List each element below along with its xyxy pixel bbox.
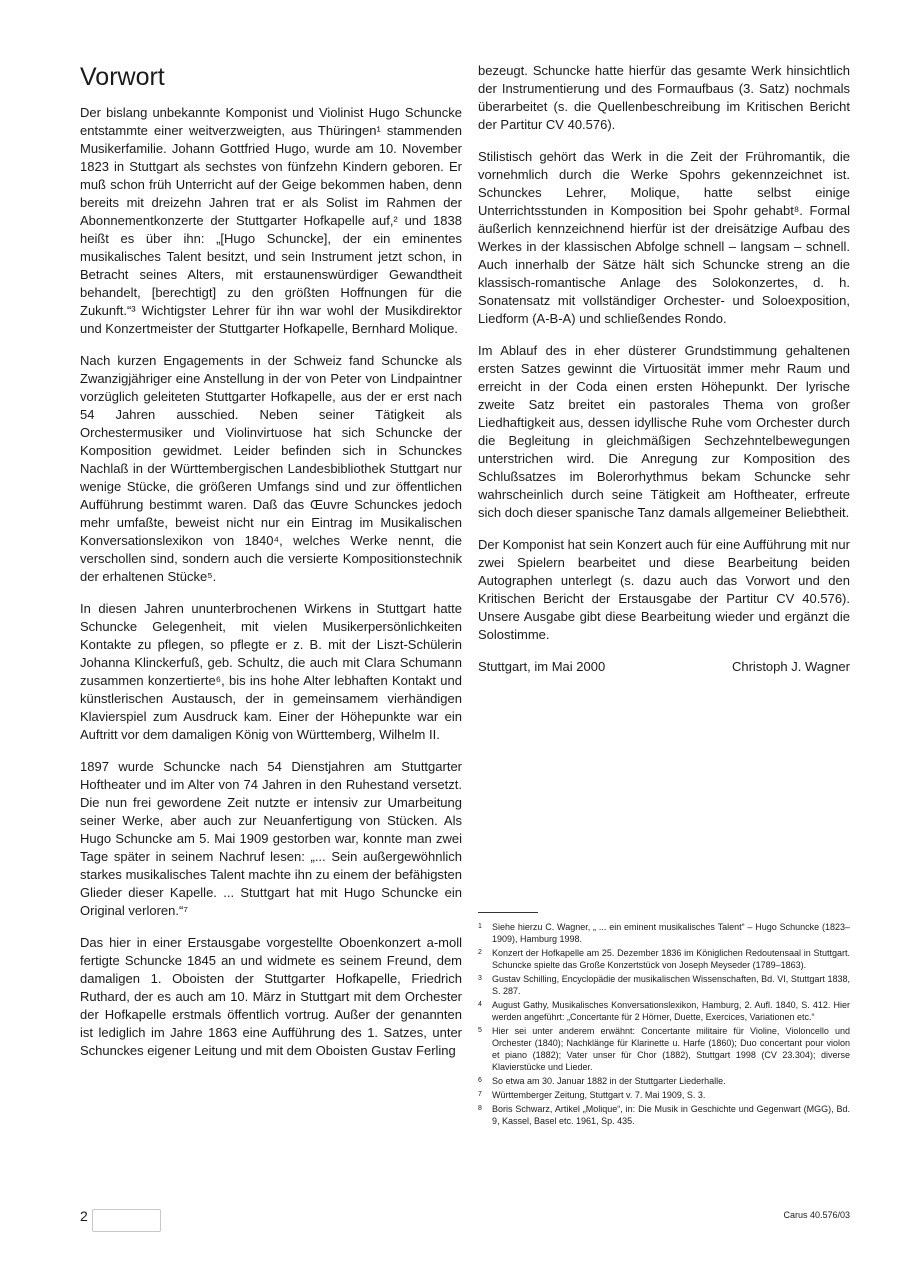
footnote-text: Konzert der Hofkapelle am 25. Dezember 1836 im Königlichen Redoutensaal in Stuttgart. Schuncke spielte das Große Konzertstück von Joseph Meyseder (1789–1863). <box>492 948 850 970</box>
footnote-divider <box>478 912 538 913</box>
page-number: 2 <box>80 1208 88 1224</box>
signature-line <box>478 658 850 676</box>
footnote <box>478 1089 850 1101</box>
paragraph: Der bislang unbekannte Komponist und Violinist Hugo Schuncke entstammte einer weitverzweigten, aus Thüringen¹ stammenden Musikerfamilie. Johann Gottfried Hugo, wurde am 10. November 1823 in Stuttgart als sechstes von fünfzehn Kindern geboren. Er muß schon früh Unterricht auf der Geige bekommen haben, denn bereits mit dreizehn Jahren trat er als Solist im Rahmen der Abonnementkonzerte der Stuttgarter Hofkapelle auf,² und 1838 heißt es über ihn: „[Hugo Schuncke], der ein eminentes musikalisches Talent besitzt, und sein Instrument jetzt schon, in Betracht seines Alters, mit erstaunenswürdiger Gewandtheit behandelt, [berechtigt] zu den größten Hoffnungen für die Zukunft.“³ Wichtigster Lehrer für ihn war wohl der Musikdirektor und Konzertmeister der Stuttgarter Hofkapelle, Bernhard Molique. <box>80 105 462 336</box>
footnote <box>478 1103 850 1127</box>
paragraph: In diesen Jahren ununterbrochenen Wirkens in Stuttgart hatte Schuncke Gelegenheit, mit vielen Musikerpersönlichkeiten Kontakte zu pflegen, so pflegte er z. B. mit der Liszt-Schülerin Johanna Klinckerfuß, geb. Schultz, die auch mit Clara Schumann zusammen konzertierte⁶, bis ins hohe Alter lebhaften Kontakt und künstlerischen Austausch, der in gemeinsamem vierhändigen Klavierspiel zum Ausdruck kam. Einer der Höhepunkte war ein Auftritt vor dem damaligen König von Württemberg, Wilhelm II. <box>80 601 462 742</box>
paragraph: Im Ablauf des in eher düsterer Grundstimmung gehaltenen ersten Satzes gewinnt die Virtuosität immer mehr Raum und erreicht in der Coda einen ersten Höhepunkt. Der lyrische zweite Satz breitet ein pastorales Thema von großer Liedhaftigkeit aus, dessen idyllische Ruhe vom Orchester durch die Begleitung in gleichmäßigen Sechzehntelbewegungen unterstrichen wird. Die Anregung zur Komposition des Schlußsatzes im Bolerorhythmus bekam Schuncke sehr wahrscheinlich durch seine Tätigkeit am Hoftheater, erfreute sich doch dieser spanische Tanz damals allgemeiner Beliebtheit. <box>478 343 850 520</box>
paragraph: bezeugt. Schuncke hatte hierfür das gesamte Werk hinsichtlich der Instrumentierung und des Formaufbaus (3. Satz) nochmals überarbeitet (s. die Quellenbeschreibung im Kritischen Bericht der Partitur CV 40.576). <box>478 63 850 132</box>
author-name: Christoph J. Wagner <box>731 659 850 674</box>
footnote <box>478 973 850 997</box>
footnote-number: 8 <box>478 1105 482 1112</box>
footnote-text: Boris Schwarz, Artikel „Molique“, in: Die Musik in Geschichte und Gegenwart (MGG), Bd. 9, Kassel, Basel etc. 1961, Sp. 435. <box>492 1104 850 1126</box>
footnote-number: 1 <box>478 923 482 930</box>
footnote-text: Württemberger Zeitung, Stuttgart v. 7. Mai 1909, S. 3. <box>492 1090 706 1100</box>
catalog-number: Carus 40.576/03 <box>783 1210 850 1220</box>
left-column <box>80 62 462 1074</box>
footnote <box>478 1025 850 1073</box>
paragraph: Nach kurzen Engagements in der Schweiz fand Schuncke als Zwanzigjähriger eine Anstellung in der von Peter von Lindpaintner vorzüglich geleiteten Stuttgarter Hofkapelle, aus der er erst nach 54 Jahren ausschied. Neben seiner Tätigkeit als Orchestermusiker und Violinvirtuose hat sich Schuncke der Komposition gewidmet. Leider befinden sich in Schunckes Nachlaß in der Württembergischen Landesbibliothek Stuttgart nur wenige Stücke, die größeren Umfangs sind und zur öffentlichen Aufführung bestimmt waren. Daß das Œuvre Schunckes jedoch mehr umfaßte, beweist nicht nur ein Eintrag im Musikalischen Konversationslexikon von 1840⁴, welches Werke nennt, die verschollen sind, sondern auch die versierte Kompositionstechnik der erhaltenen Stücke⁵. <box>80 353 462 584</box>
page-title: Vorwort <box>80 63 165 91</box>
footnote <box>478 1075 850 1087</box>
footnote-number: 6 <box>478 1077 482 1084</box>
page-number-field[interactable] <box>92 1209 161 1232</box>
footnote-text: Hier sei unter anderem erwähnt: Concertante militaire für Violine, Violoncello und Orchester (1840); Nachklänge für Klarinette u. Harfe (1860); Duo concertant pour violon et piano (1882); Vater unser für Chor (1882), Stuttgart 1998 (CV 23.304); diverse Klavierstücke und Lieder. <box>492 1026 850 1072</box>
footnotes <box>478 912 850 1129</box>
paragraph: Der Komponist hat sein Konzert auch für eine Aufführung mit nur zwei Spielern bearbeitet und diese Bearbeitung beiden Autographen unterlegt (s. dazu auch das Vorwort und den Kritischen Bericht der Erstausgabe der Partitur CV 40.576). Unsere Ausgabe gibt diese Bearbeitung wieder und ergänzt die Solostimme. <box>478 537 850 642</box>
footnote-text: Gustav Schilling, Encyclopädie der musikalischen Wissenschaften, Bd. VI, Stuttgart 1838, S. 287. <box>492 974 850 996</box>
footnote-number: 7 <box>478 1091 482 1098</box>
footnote-text: August Gathy, Musikalisches Konversationslexikon, Hamburg, 2. Aufl. 1840, S. 412. Hier werden angeführt: „Concertante für 2 Hörner, Duette, Exercices, Variationen etc.“ <box>492 1000 850 1022</box>
paragraph: 1897 wurde Schuncke nach 54 Dienstjahren am Stuttgarter Hoftheater und im Alter von 74 Jahren in den Ruhestand versetzt. Die nun frei gewordene Zeit nutzte er intensiv zur Umarbeitung seiner Werke, aber auch zur Neuanfertigung von Stücken. Als Hugo Schuncke am 5. Mai 1909 gestorben war, konnte man zwei Tage später in seinem Nachruf lesen: „... Sein außergewöhnlich starkes musikalisches Talent machte ihn zu einem der befähigsten Glieder dieser Kapelle. ... Stuttgart hat mit Hugo Schuncke ein Original verloren.“⁷ <box>80 759 462 918</box>
footnote <box>478 947 850 971</box>
paragraph: Stilistisch gehört das Werk in die Zeit der Frühromantik, die vornehmlich durch die Werke Spohrs gekennzeichnet ist. Schunckes Lehrer, Molique, hatte selbst einige Unterrichtsstunden in Komposition bei Spohr gehabt⁸. Formal äußerlich kennzeichnend hierfür ist der dreisätzige Aufbau des Werkes in der klassischen Abfolge schnell – langsam – schnell. Auch innerhalb der Sätze hält sich Schuncke streng an die klassisch-romantische Anlage des Solokonzertes, d. h. Sonatensatz mit vollständiger Orchester- und Soloexposition, Liedform (A-B-A) und schließendes Rondo. <box>478 149 850 326</box>
place-date: Stuttgart, im Mai 2000 <box>478 659 606 674</box>
footnote-number: 3 <box>478 975 482 982</box>
footnote-number: 2 <box>478 949 482 956</box>
footnote-number: 4 <box>478 1001 482 1008</box>
footnote-text: So etwa am 30. Januar 1882 in der Stuttgarter Liederhalle. <box>492 1076 726 1086</box>
footnote <box>478 921 850 945</box>
footnote <box>478 999 850 1023</box>
paragraph: Das hier in einer Erstausgabe vorgestellte Oboenkonzert a-moll fertigte Schuncke 1845 an und widmete es seinem Freund, dem damaligen 1. Oboisten der Stuttgarter Hofkapelle, Friedrich Ruthard, der es auch am 10. März in Stuttgart mit dem Orchester der Hofkapelle erstmals öffentlich vortrug. Außer der genannten ist lediglich im Jahre 1863 eine Aufführung des 1. Satzes, unter Schunckes eigener Leitung und mit dem Oboisten Gustav Ferling <box>80 935 462 1058</box>
footnote-text: Siehe hierzu C. Wagner, „ ... ein eminent musikalisches Talent“ – Hugo Schuncke (1823–1909), Hamburg 1998. <box>492 922 850 944</box>
right-column <box>478 62 850 676</box>
footnote-number: 5 <box>478 1027 482 1034</box>
